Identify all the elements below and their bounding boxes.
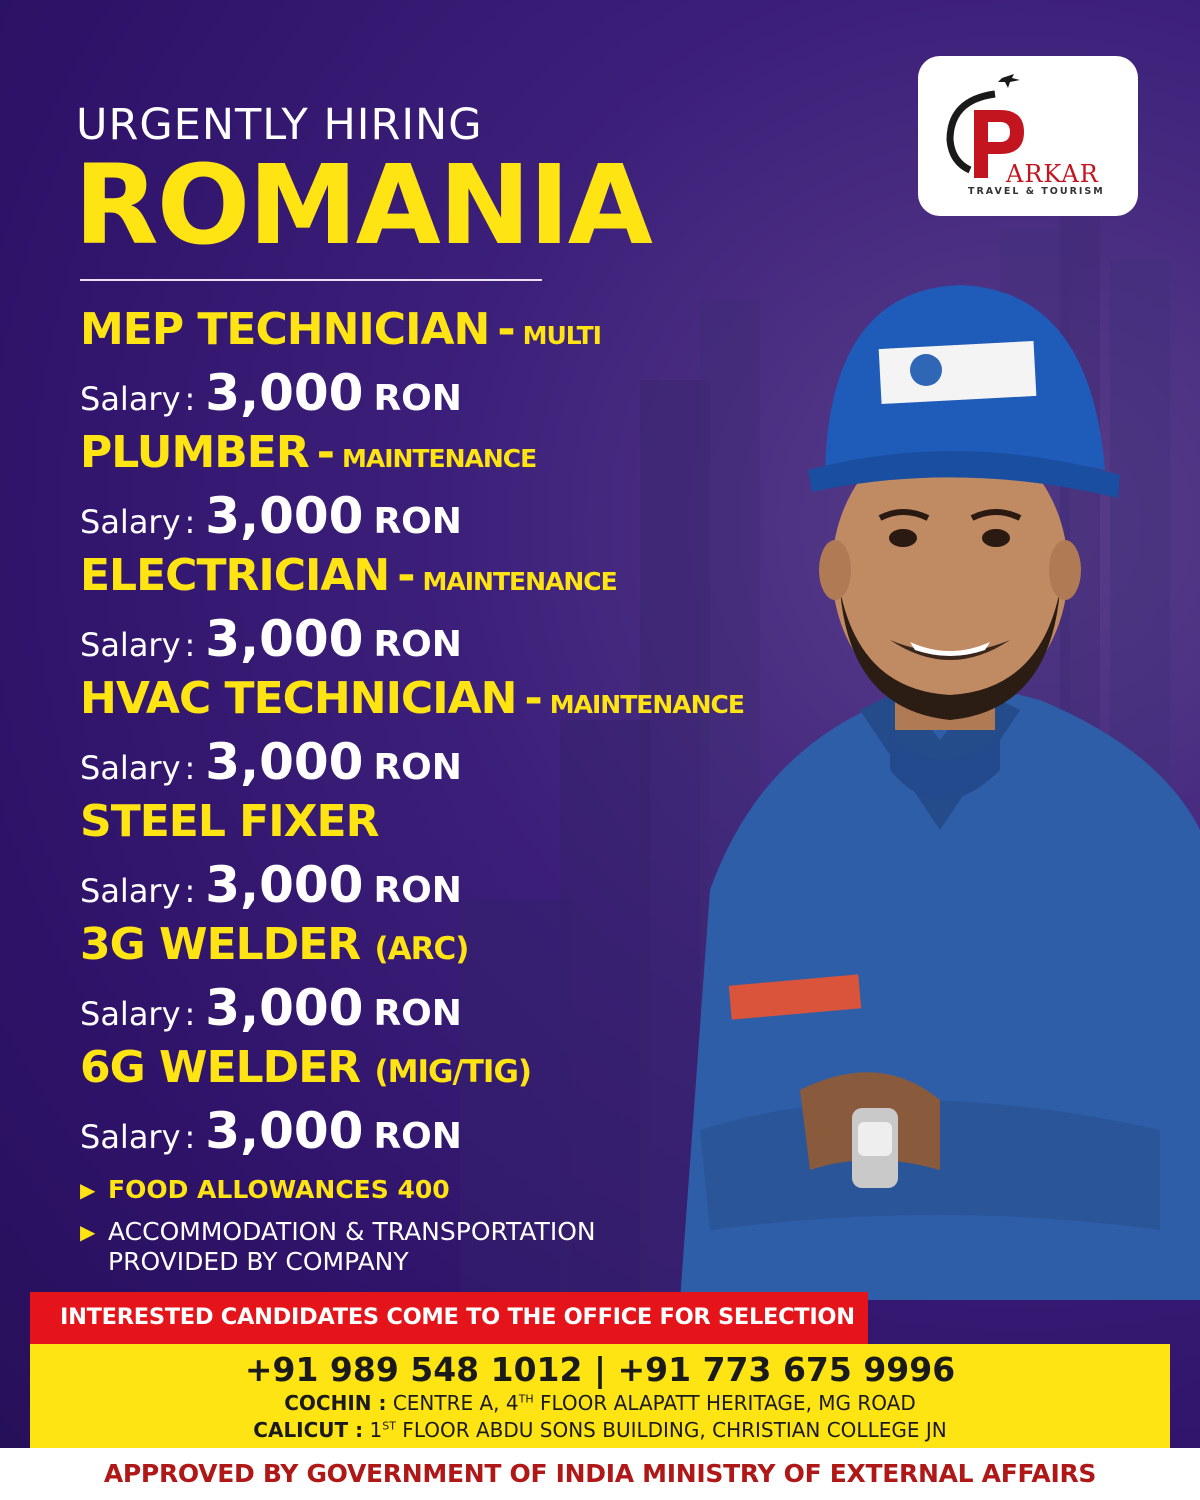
- job-title-line: [80, 304, 601, 355]
- salary-amount: 3,000: [205, 487, 364, 545]
- salary-label: Salary: [80, 1118, 181, 1156]
- job-title: PLUMBER: [80, 427, 309, 478]
- benefit-item: [80, 1175, 450, 1205]
- job-item: [80, 427, 537, 545]
- job-title-line: [80, 427, 537, 478]
- triangle-bullet-icon: ▶: [80, 1220, 96, 1244]
- salary-currency: RON: [373, 378, 462, 419]
- salary-amount: 3,000: [205, 1102, 364, 1160]
- headline-small: URGENTLY HIRING: [76, 100, 483, 150]
- job-dash: -: [524, 673, 542, 724]
- salary-colon: :: [184, 1118, 196, 1156]
- benefit-item: [80, 1217, 596, 1277]
- salary-currency: RON: [373, 624, 462, 665]
- job-title: MEP TECHNICIAN: [80, 304, 490, 355]
- salary-label: Salary: [80, 872, 181, 910]
- salary-line: [80, 856, 462, 914]
- salary-label: Salary: [80, 626, 181, 664]
- address-text-post: FLOOR ALAPATT HERITAGE, MG ROAD: [533, 1391, 916, 1415]
- salary-colon: :: [184, 995, 196, 1033]
- headline-divider: [80, 279, 542, 281]
- salary-line: [80, 364, 601, 422]
- job-title-line: [80, 796, 462, 847]
- salary-currency: RON: [373, 870, 462, 911]
- job-title: 6G WELDER: [80, 1042, 361, 1093]
- address-text-pre: CENTRE A, 4: [392, 1391, 519, 1415]
- salary-currency: RON: [373, 501, 462, 542]
- salary-label: Salary: [80, 503, 181, 541]
- job-item: [80, 919, 469, 1037]
- salary-label: Salary: [80, 749, 181, 787]
- address-city: COCHIN :: [284, 1391, 387, 1415]
- salary-amount: 3,000: [205, 856, 364, 914]
- job-title-line: [80, 919, 469, 970]
- salary-amount: 3,000: [205, 979, 364, 1037]
- approval-text: APPROVED BY GOVERNMENT OF INDIA MINISTRY OF EXTERNAL AFFAIRS: [103, 1459, 1097, 1488]
- cta-text: INTERESTED CANDIDATES COME TO THE OFFICE FOR SELECTION: [60, 1304, 855, 1330]
- job-subtitle: (ARC): [374, 931, 469, 967]
- salary-amount: 3,000: [205, 364, 364, 422]
- salary-colon: :: [184, 872, 196, 910]
- salary-line: [80, 1102, 531, 1160]
- job-title-line: [80, 1042, 532, 1093]
- job-title-line: [80, 673, 744, 724]
- contact-banner: [30, 1344, 1170, 1448]
- job-subtitle: MULTI: [522, 321, 601, 350]
- headline-country: ROMANIA: [74, 141, 651, 269]
- job-dash: -: [316, 427, 334, 478]
- benefit-text: [108, 1217, 596, 1277]
- job-item: [80, 304, 601, 422]
- salary-colon: :: [184, 749, 196, 787]
- benefit-line-1: ACCOMMODATION & TRANSPORTATION: [108, 1217, 596, 1246]
- salary-line: [80, 610, 617, 668]
- salary-amount: 3,000: [205, 733, 364, 791]
- address-city: CALICUT :: [253, 1418, 364, 1442]
- salary-label: Salary: [80, 995, 181, 1033]
- salary-colon: :: [184, 503, 196, 541]
- job-item: [80, 673, 744, 791]
- job-dash: -: [497, 304, 515, 355]
- job-item: [80, 550, 617, 668]
- job-title-line: [80, 550, 617, 601]
- job-subtitle: MAINTENANCE: [422, 567, 617, 596]
- company-logo-name: ARKAR: [1006, 160, 1099, 188]
- salary-label: Salary: [80, 380, 181, 418]
- cta-banner: [30, 1292, 868, 1344]
- approval-footer: [0, 1448, 1200, 1500]
- salary-line: [80, 979, 468, 1037]
- salary-currency: RON: [373, 993, 462, 1034]
- address-sup: TH: [518, 1392, 534, 1406]
- salary-currency: RON: [373, 1116, 462, 1157]
- job-item: [80, 1042, 532, 1160]
- contact-phones: +91 989 548 1012 | +91 773 675 9996: [244, 1350, 956, 1389]
- address-sup: ST: [382, 1419, 396, 1433]
- address-cochin: [30, 1391, 1170, 1415]
- address-text-pre: 1: [369, 1418, 383, 1442]
- salary-colon: :: [184, 380, 196, 418]
- job-title: HVAC TECHNICIAN: [80, 673, 517, 724]
- job-dash: -: [397, 550, 415, 601]
- job-item: [80, 796, 462, 914]
- salary-line: [80, 487, 536, 545]
- triangle-bullet-icon: ▶: [80, 1178, 96, 1202]
- salary-amount: 3,000: [205, 610, 364, 668]
- job-title: STEEL FIXER: [80, 796, 379, 847]
- job-subtitle: MAINTENANCE: [549, 690, 744, 719]
- job-subtitle: MAINTENANCE: [341, 444, 537, 473]
- company-logo-tagline: TRAVEL & TOURISM: [968, 186, 1105, 197]
- salary-currency: RON: [373, 747, 462, 788]
- salary-line: [80, 733, 744, 791]
- benefit-text: FOOD ALLOWANCES 400: [108, 1175, 450, 1204]
- address-calicut: [30, 1418, 1170, 1442]
- address-text-post: FLOOR ABDU SONS BUILDING, CHRISTIAN COLLEGE JN: [395, 1418, 947, 1442]
- salary-colon: :: [184, 626, 196, 664]
- benefit-line-2: PROVIDED BY COMPANY: [108, 1247, 409, 1276]
- job-title: ELECTRICIAN: [80, 550, 390, 601]
- job-subtitle: (MIG/TIG): [374, 1054, 532, 1090]
- job-title: 3G WELDER: [80, 919, 361, 970]
